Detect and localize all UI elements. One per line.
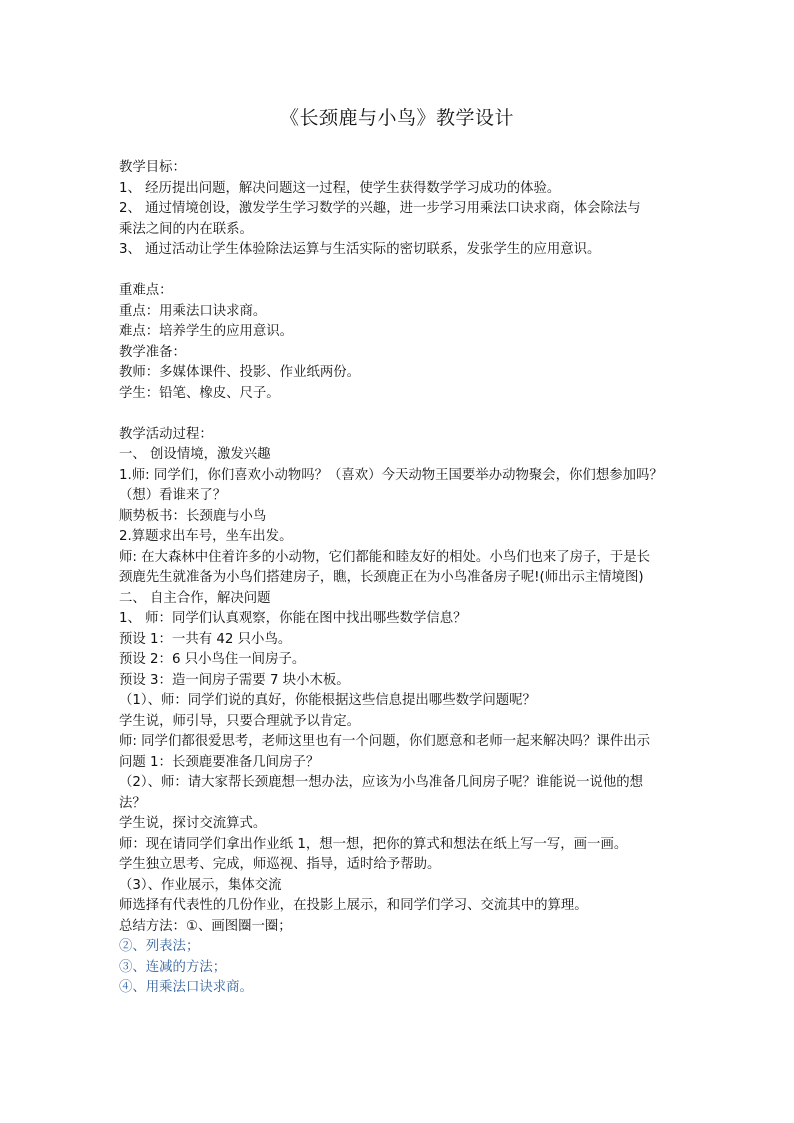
summary-method-2: ②、列表法； [119,939,200,954]
paragraph-line: 1、 师：同学们认真观察，你能在图中找出哪些数学信息？ [119,611,467,626]
paragraph-line: 学生独立思考、完成，师巡视、指导，适时给予帮助。 [119,857,441,872]
goal-item-2-continued: 乘法之间的内在联系。 [119,221,253,237]
document-title: 《长颈鹿与小鸟》教学设计 [279,107,514,129]
section-heading-preparation: 教学准备： [119,344,186,360]
paragraph-line: 2.算题求出车号，坐车出发。 [119,529,293,544]
process-step-1-heading: 一、 创设情境，激发兴趣 [119,447,271,462]
goal-item-1: 1、 经历提出问题，解决问题这一过程，使学生获得数学学习成功的体验。 [119,180,561,196]
summary-method-1: 总结方法：①、画图圈一圈； [119,918,292,934]
section-heading-process: 教学活动过程： [119,426,213,442]
section-heading-goals: 教学目标： [119,160,186,175]
paragraph-line: 师: 在大森林中住着许多的小动物，它们都能和睦友好的相处。小鸟们也来了房子，于是长 [119,549,650,565]
paragraph-line: 师: 同学们都很爱思考，老师这里也有一个问题，你们愿意和老师一起来解决吗？课件出示 [119,734,650,749]
goal-item-3: 3、 通过活动让学生体验除法运算与生活实际的密切联系，发张学生的应用意识。 [119,242,601,257]
paragraph-line: 预设 3：造一间房子需要 7 块小木板。 [119,672,350,688]
paragraph-line: 顺势板书：长颈鹿与小鸟 [119,508,267,524]
paragraph-line: （1）、师：同学们说的真好，你能根据这些信息提出哪些数学问题呢？ [119,693,536,708]
paragraph-line: 师：现在请同学们拿出作业纸 1，想一想，把你的算式和想法在纸上写一写，画一画。 [119,836,628,852]
summary-method-4: ④、用乘法口诀求商。 [119,980,253,995]
paragraph-line: （2）、师：请大家帮长颈鹿想一想办法，应该为小鸟准备几间房子呢？谁能说一说他的想 [119,775,644,790]
section-heading-key-points: 重难点： [119,283,173,298]
process-step-2-heading: 二、 自主合作，解决问题 [119,590,271,606]
paragraph-line: 预设 1：一共有 42 只小鸟。 [119,631,292,647]
paragraph-line: 法？ [119,795,146,811]
difficult-point: 难点：培养学生的应用意识。 [119,324,294,339]
paragraph-line: 学生说，师引导，只要合理就予以肯定。 [119,713,361,729]
paragraph-line: 学生说，探讨交流算式。 [119,816,267,831]
paragraph-line: 问题 1：长颈鹿要准备几间房子？ [119,754,320,770]
teacher-preparation: 教师：多媒体课件、投影、作业纸两份。 [119,365,361,380]
paragraph-line: 颈鹿先生就准备为小鸟们搭建房子，瞧，长颈鹿正在为小鸟准备房子呢!(师出示主情境图) [119,570,644,585]
blank-line [119,261,679,282]
paragraph-line: 师选择有代表性的几份作业，在投影上展示，和同学们学习、交流其中的算理。 [119,898,588,913]
paragraph-line: （想）看谁来了？ [119,488,227,503]
key-point: 重点：用乘法口诀求商。 [119,303,267,319]
document-body [119,158,679,999]
blank-line [119,404,679,425]
paragraph-line: 1.师: 同学们，你们喜欢小动物吗？（喜欢）今天动物王国要举办动物聚会，你们想参加吗？ [119,467,663,483]
paragraph-line: 预设 2：6 只小鸟住一间房子。 [119,652,306,667]
student-preparation: 学生：铅笔、橡皮、尺子。 [119,385,280,401]
goal-item-2: 2、 通过情境创设，激发学生学习数学的兴趣，进一步学习用乘法口诀求商，体会除法与 [119,201,641,216]
summary-method-3: ③、连减的方法； [119,959,227,975]
paragraph-line: （3）、作业展示，集体交流 [119,877,282,893]
